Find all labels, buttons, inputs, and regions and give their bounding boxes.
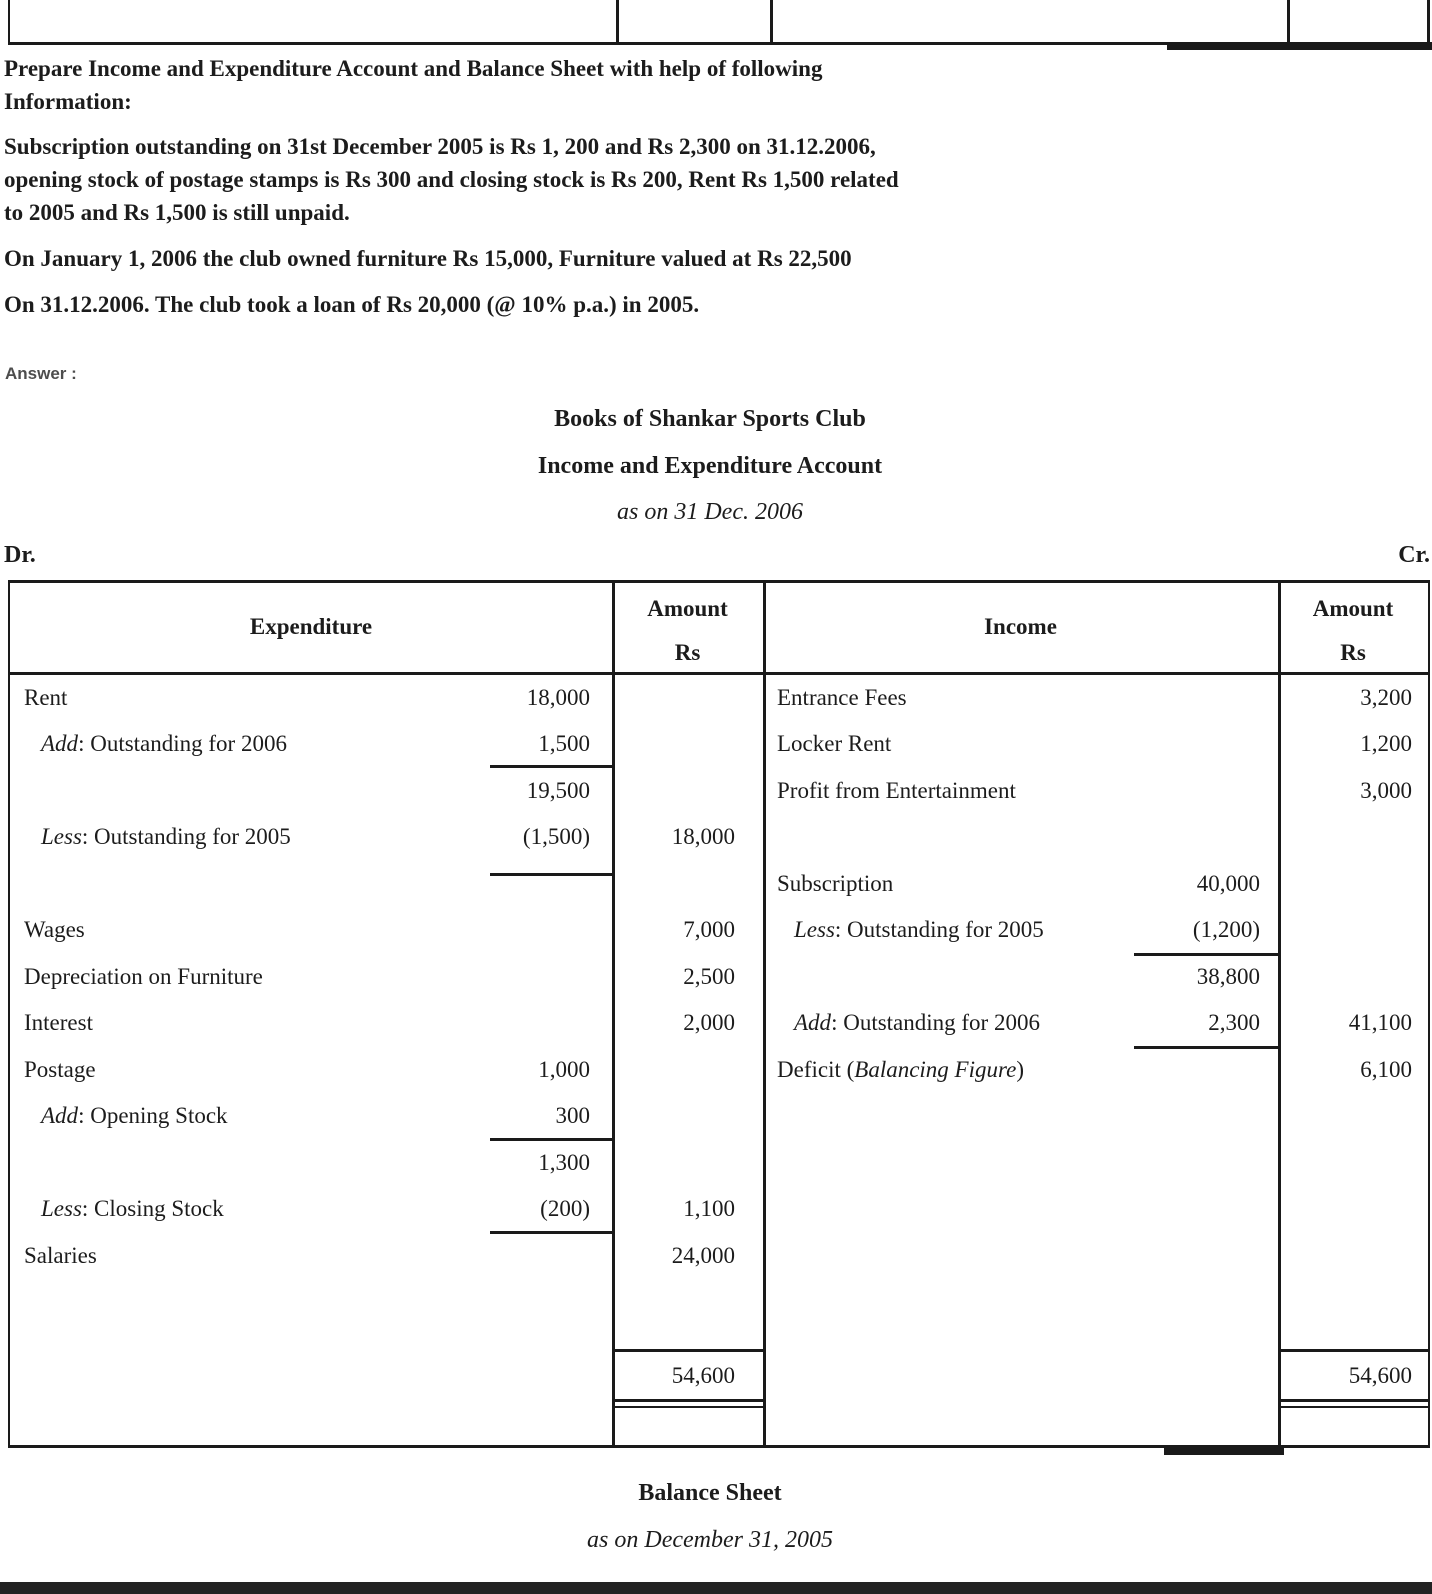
problem-paragraph-subscription bbox=[4, 130, 1184, 229]
subtotal-rule bbox=[490, 873, 612, 876]
statement-date-line: as on 31 Dec. 2006 bbox=[617, 499, 803, 525]
row-amount: 2,500 bbox=[683, 964, 735, 989]
cr-label: Cr. bbox=[1398, 542, 1430, 568]
table-row-label bbox=[24, 1186, 224, 1232]
total-top-rule-left bbox=[612, 1349, 763, 1352]
row-text: Subscription bbox=[777, 871, 894, 896]
top-table-left-border bbox=[8, 0, 10, 44]
total-double-rule-left-2 bbox=[612, 1406, 763, 1408]
row-sub-amount: 1,000 bbox=[538, 1057, 590, 1082]
problem-heading-line2: Information: bbox=[4, 89, 132, 114]
row-text-italic: Less bbox=[41, 1196, 82, 1221]
row-text: Salaries bbox=[24, 1243, 97, 1268]
row-text-italic: Balancing Figure bbox=[854, 1057, 1017, 1082]
header-rs-left: Rs bbox=[674, 640, 701, 665]
total-double-rule-right-2 bbox=[1278, 1406, 1428, 1408]
row-text: ) bbox=[1016, 1057, 1024, 1082]
answer-label: Answer : bbox=[5, 364, 77, 383]
dr-label: Dr. bbox=[4, 542, 36, 568]
table-row-label bbox=[24, 675, 67, 721]
row-text: : Opening Stock bbox=[78, 1103, 228, 1128]
row-text-italic: Less bbox=[794, 917, 835, 942]
row-sub-amount: 40,000 bbox=[1196, 871, 1260, 896]
top-table-divider-3 bbox=[1287, 0, 1290, 44]
total-amount-left: 54,600 bbox=[671, 1363, 735, 1388]
total-double-rule-right-1 bbox=[1278, 1399, 1428, 1402]
row-sub-amount: 2,300 bbox=[1208, 1010, 1260, 1035]
row-text: Deficit ( bbox=[777, 1057, 855, 1082]
income-expenditure-table bbox=[8, 580, 1430, 1448]
total-double-rule-left-1 bbox=[612, 1399, 763, 1402]
row-amount: 6,100 bbox=[1360, 1057, 1412, 1082]
row-text: : Outstanding for 2006 bbox=[831, 1010, 1040, 1035]
bottom-divider-bar bbox=[0, 1582, 1432, 1594]
table-row-label bbox=[777, 1047, 1024, 1093]
row-sub-amount: 1,500 bbox=[538, 731, 590, 756]
row-text: : Closing Stock bbox=[81, 1196, 224, 1221]
row-amount: 7,000 bbox=[683, 917, 735, 942]
table-row-label bbox=[777, 721, 891, 767]
subtotal-rule bbox=[1134, 1046, 1278, 1049]
total-top-rule-right bbox=[1278, 1349, 1428, 1352]
header-expenditure: Expenditure bbox=[249, 614, 373, 639]
row-text: Profit from Entertainment bbox=[777, 778, 1016, 803]
row-sub-amount: (200) bbox=[540, 1196, 590, 1221]
row-sub-amount: 19,500 bbox=[526, 778, 590, 803]
row-text: : Outstanding for 2005 bbox=[81, 824, 291, 849]
table-row-label bbox=[777, 907, 1044, 953]
header-income: Income bbox=[984, 614, 1057, 639]
problem-line: On January 1, 2006 the club owned furniture Rs 15,000, Furniture valued at Rs 22,500 bbox=[4, 246, 852, 271]
header-amount-left: Amount bbox=[647, 596, 728, 621]
row-sub-amount: (1,500) bbox=[522, 824, 590, 849]
top-table-right-border bbox=[1427, 0, 1430, 44]
balance-sheet-date-line: as on December 31, 2005 bbox=[587, 1527, 833, 1553]
table-row-label bbox=[777, 768, 1016, 814]
header-amount-right: Amount bbox=[1312, 596, 1394, 621]
row-amount: 24,000 bbox=[671, 1243, 735, 1268]
row-amount: 18,000 bbox=[671, 824, 735, 849]
column-divider-income-amount bbox=[1278, 583, 1281, 1445]
row-text: Depreciation on Furniture bbox=[24, 964, 263, 989]
statement-title: Books of Shankar Sports Club bbox=[554, 406, 866, 432]
statement-subtitle: Income and Expenditure Account bbox=[537, 453, 883, 479]
problem-paragraph-furniture bbox=[4, 242, 1184, 275]
row-amount: 1,200 bbox=[1360, 731, 1412, 756]
table-row-label bbox=[777, 861, 893, 907]
problem-line: opening stock of postage stamps is Rs 300 and closing stock is Rs 200, Rent Rs 1,500 related bbox=[4, 167, 899, 192]
table-row-label bbox=[24, 907, 85, 953]
table-row-label bbox=[777, 675, 907, 721]
top-table-thick-segment bbox=[1167, 44, 1432, 50]
balance-sheet-title: Balance Sheet bbox=[638, 1480, 782, 1506]
problem-line: On 31.12.2006. The club took a loan of Rs 20,000 (@ 10% p.a.) in 2005. bbox=[4, 292, 700, 317]
row-text: Entrance Fees bbox=[777, 685, 907, 710]
header-divider bbox=[10, 672, 1428, 675]
problem-line: to 2005 and Rs 1,500 is still unpaid. bbox=[4, 200, 350, 225]
total-amount-right: 54,600 bbox=[1348, 1363, 1412, 1388]
table-bottom-thick-segment bbox=[1164, 1448, 1284, 1455]
row-text: Wages bbox=[24, 917, 85, 942]
row-text: Rent bbox=[24, 685, 68, 710]
header-rs-right: Rs bbox=[1340, 640, 1366, 665]
column-divider-amount-income bbox=[763, 583, 766, 1445]
row-text-italic: Add bbox=[41, 1103, 79, 1128]
table-row-label bbox=[24, 954, 263, 1000]
problem-heading bbox=[4, 52, 1184, 118]
row-text-italic: Add bbox=[41, 731, 79, 756]
row-sub-amount: 300 bbox=[555, 1103, 590, 1128]
table-row-label bbox=[24, 1000, 93, 1046]
problem-heading-line1: Prepare Income and Expenditure Account and Balance Sheet with help of following bbox=[4, 56, 823, 81]
subtotal-rule bbox=[490, 1231, 612, 1234]
row-text-italic: Add bbox=[794, 1010, 832, 1035]
table-row-label bbox=[24, 1233, 97, 1279]
problem-line: Subscription outstanding on 31st December 2005 is Rs 1, 200 and Rs 2,300 on 31.12.2006, bbox=[4, 134, 876, 159]
problem-paragraph-loan bbox=[4, 288, 1184, 321]
table-row-label bbox=[24, 721, 287, 767]
top-table-divider-2 bbox=[770, 0, 773, 44]
row-sub-amount: 18,000 bbox=[526, 685, 590, 710]
top-table-divider-1 bbox=[616, 0, 619, 44]
row-text: Locker Rent bbox=[777, 731, 892, 756]
row-text: Interest bbox=[24, 1010, 93, 1035]
table-row-label bbox=[777, 1000, 1040, 1046]
row-sub-amount: (1,200) bbox=[1192, 917, 1260, 942]
row-amount: 2,000 bbox=[683, 1010, 735, 1035]
table-row-label bbox=[24, 814, 291, 860]
row-amount: 3,200 bbox=[1360, 685, 1412, 710]
table-row-label bbox=[24, 1093, 228, 1139]
row-text: : Outstanding for 2005 bbox=[834, 917, 1044, 942]
row-amount: 1,100 bbox=[683, 1196, 735, 1221]
row-sub-amount: 1,300 bbox=[538, 1150, 590, 1175]
row-sub-amount: 38,800 bbox=[1196, 964, 1260, 989]
row-text: Postage bbox=[24, 1057, 96, 1082]
row-amount: 3,000 bbox=[1360, 778, 1412, 803]
row-amount: 41,100 bbox=[1348, 1010, 1412, 1035]
row-text: : Outstanding for 2006 bbox=[78, 731, 287, 756]
table-row-label bbox=[24, 1047, 96, 1093]
row-text-italic: Less bbox=[41, 824, 82, 849]
